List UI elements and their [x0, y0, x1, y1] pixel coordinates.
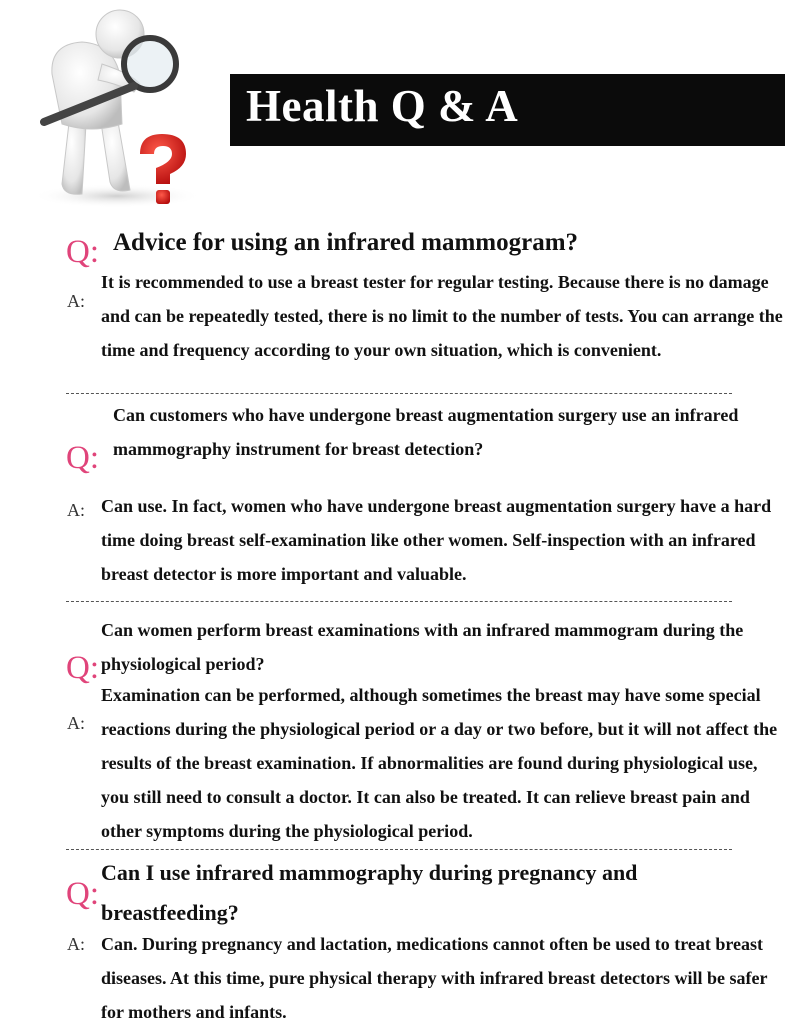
- answer-marker: A:: [67, 934, 85, 954]
- answer-marker: A:: [67, 291, 85, 311]
- question-text: Can women perform breast examinations with an infrared mammogram during the physiological period?: [101, 620, 744, 674]
- title-bar: [230, 74, 785, 146]
- answer-marker: A:: [67, 713, 85, 733]
- answer-text: Can use. In fact, women who have undergone breast augmentation surgery have a hard time doing breast self-examination like other women. Self-inspection with an infrared breast detector is more important and valuable.: [101, 496, 772, 584]
- question-marker: Q:: [66, 234, 99, 270]
- answer-text: It is recommended to use a breast tester for regular testing. Because there is no damage and can be repeatedly tested, there is no limit to the number of tests. You can arrange the time and frequency according to your own situation, which is convenient.: [101, 272, 783, 360]
- section-divider: [66, 601, 732, 602]
- answer-text: Can. During pregnancy and lactation, medications cannot often be used to treat breast diseases. At this time, pure physical therapy with infrared breast detectors will be safer for mothers and infants.: [101, 934, 768, 1022]
- section-divider: [66, 849, 732, 850]
- section-divider: [66, 393, 732, 394]
- question-marker: Q:: [66, 650, 99, 686]
- page-title: Health Q & A: [246, 81, 519, 131]
- question-text: Can I use infrared mammography during pregnancy and breastfeeding?: [101, 860, 638, 925]
- question-text: Can customers who have undergone breast augmentation surgery use an infrared mammography instrument for breast detection?: [113, 405, 739, 459]
- thinking-figure-illustration: [22, 4, 212, 209]
- answer-marker: A:: [67, 500, 85, 520]
- question-marker: Q:: [66, 876, 99, 912]
- question-marker: Q:: [66, 440, 99, 476]
- question-text: Advice for using an infrared mammogram?: [113, 229, 579, 256]
- answer-text: Examination can be performed, although sometimes the breast may have some special reactions during the physiological period or a day or two before, but it will not affect the results of the breast examination. If abnormalities are found during physiological use, you still need to consult a doctor. It can also be treated. It can relieve breast pain and other symptoms during the physiological period.: [101, 685, 778, 841]
